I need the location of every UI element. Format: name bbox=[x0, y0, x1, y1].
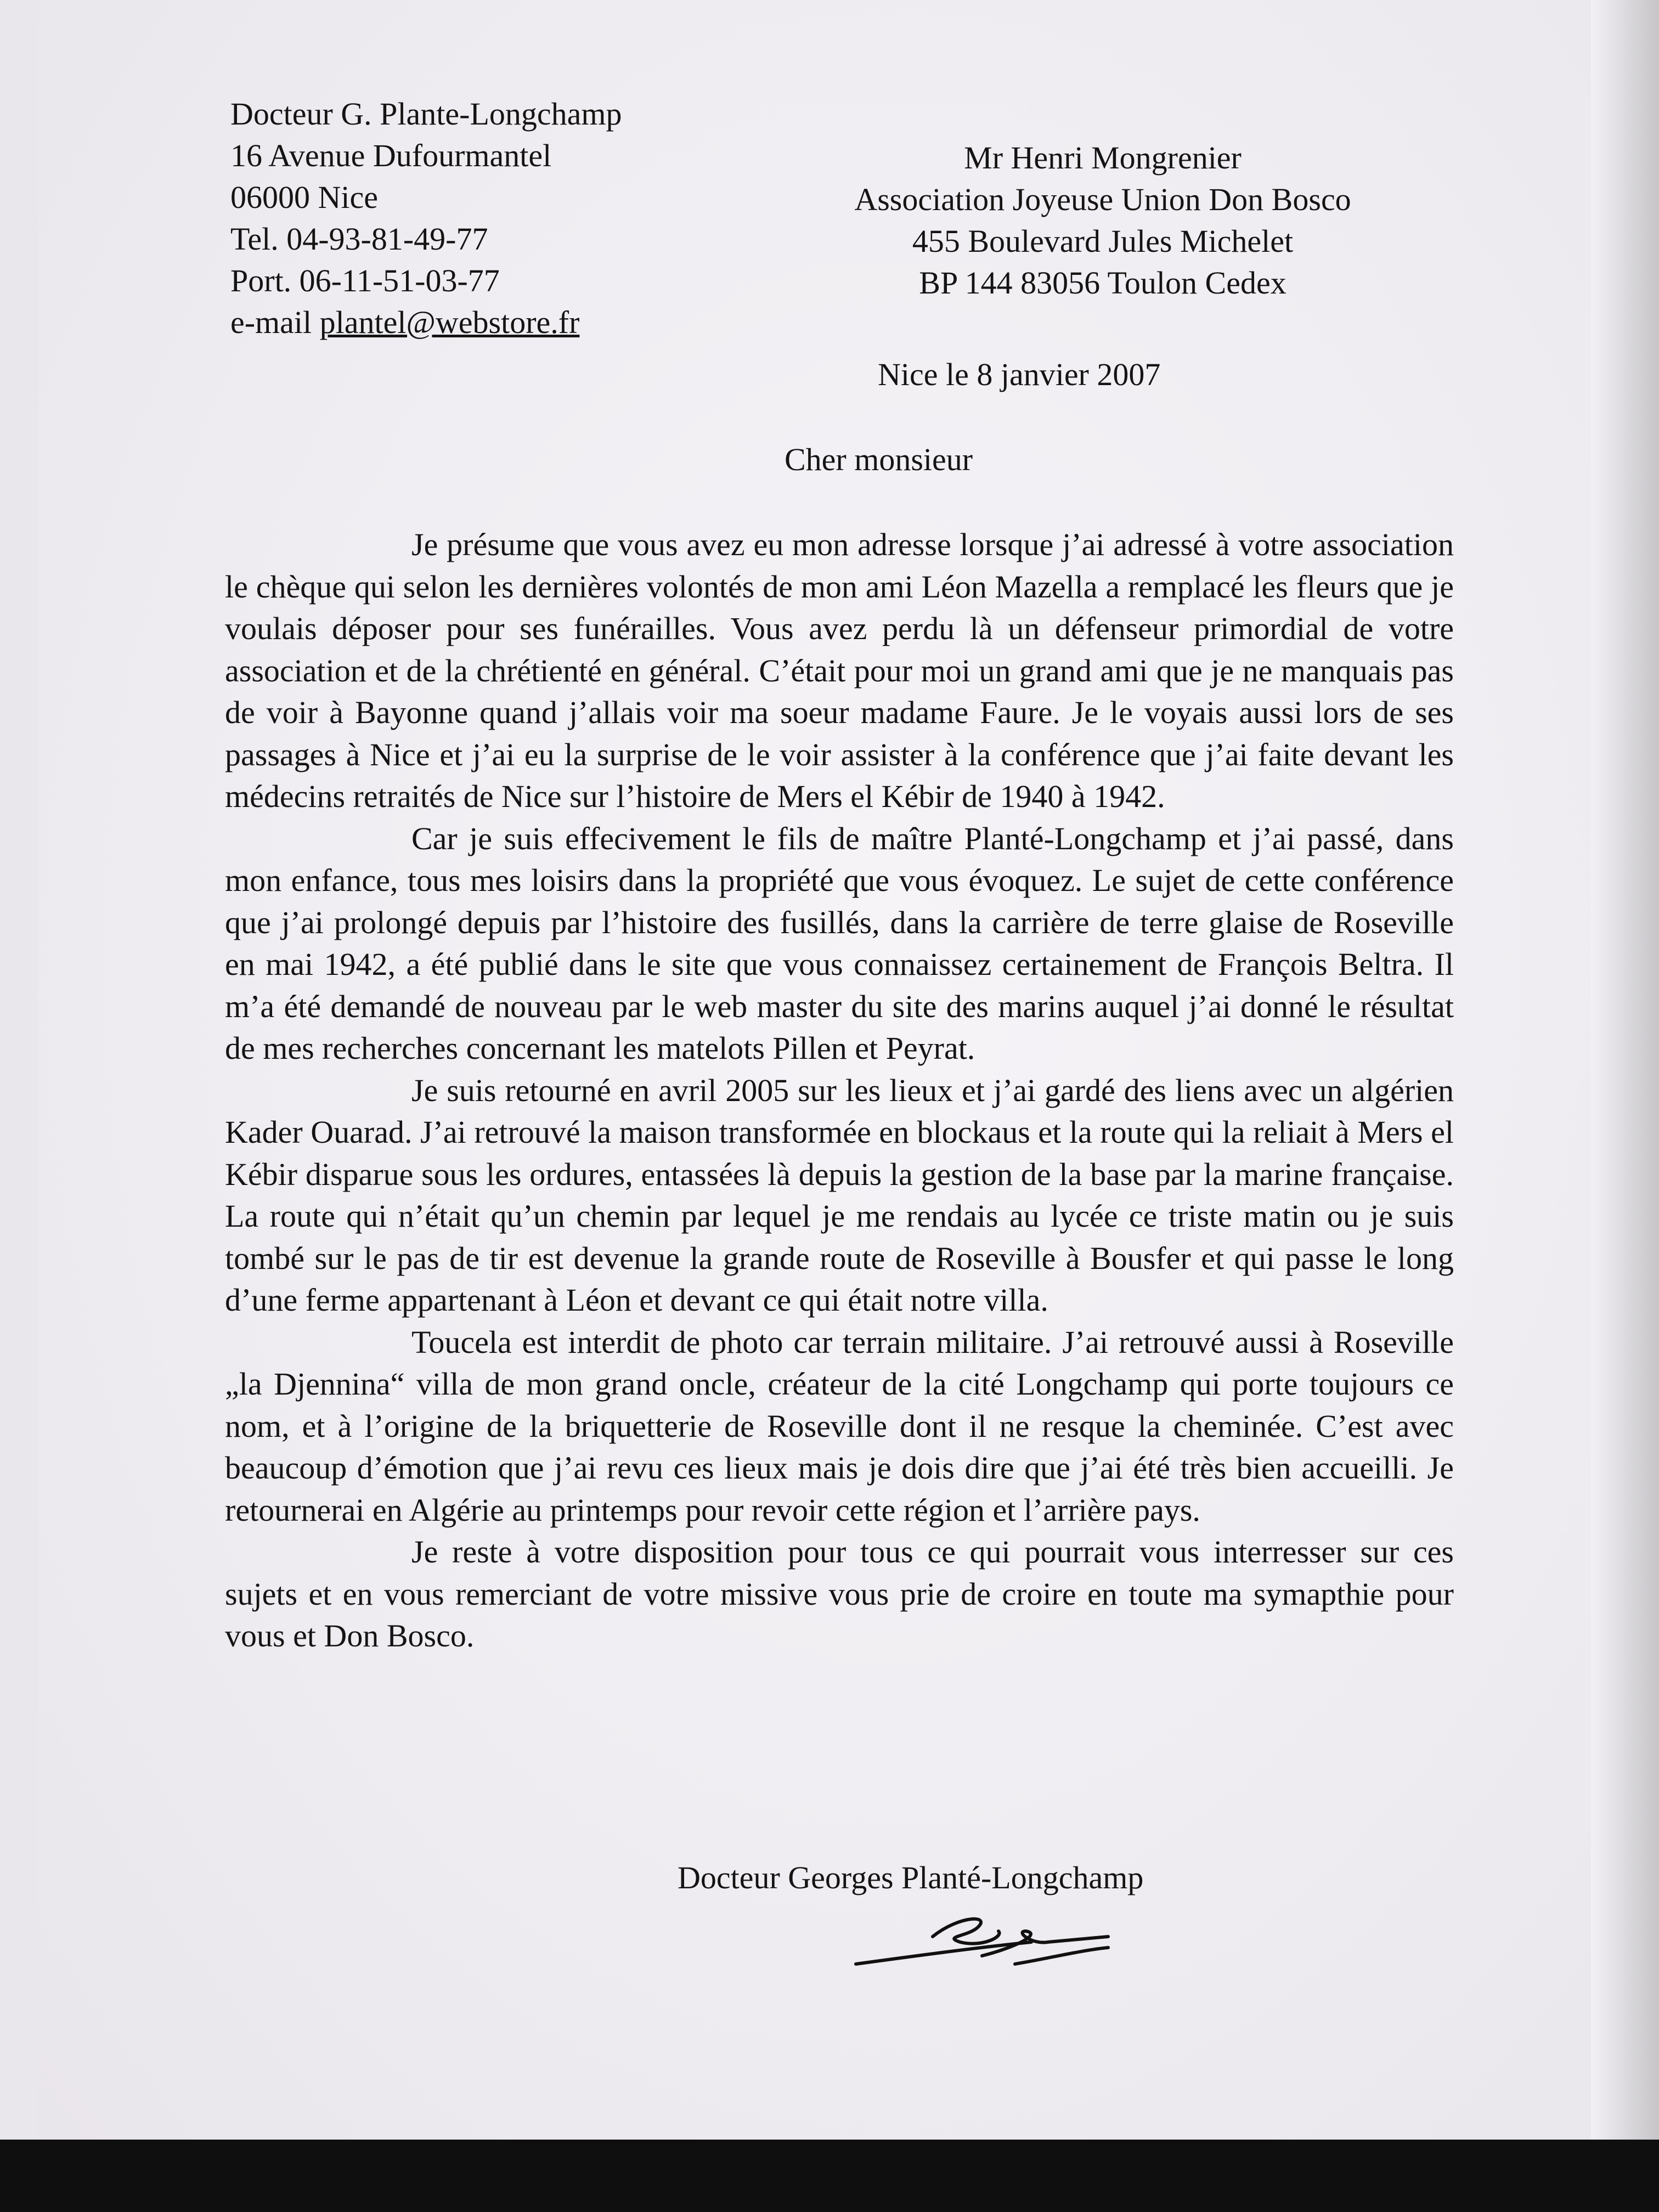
sender-city: 06000 Nice bbox=[230, 179, 378, 215]
sender-street: 16 Avenue Dufourmantel bbox=[230, 138, 552, 173]
handwritten-signature bbox=[850, 1904, 1125, 1975]
recipient-name: Mr Henri Mongrenier bbox=[964, 140, 1242, 176]
monitor-bezel bbox=[0, 2140, 1659, 2212]
letter-page bbox=[38, 0, 1591, 2140]
screen-right-shadow bbox=[1593, 0, 1659, 2140]
paragraph-4: Toucela est interdit de photo car terrain militaire. J’ai retrouvé aussi à Roseville „la Djennina“ villa de mon grand oncle, créateur de la cité Longchamp qui porte toujours ce nom, et à l’origine de la briquetterie de Roseville dont il ne resque la cheminée. C’est avec beaucoup d’émotion que j’ai revu ces lieux mais je dois dire que j’ai été très bien accueilli. Je retournerai en Algérie au printemps pour revoir cette région et l’arrière pays. bbox=[225, 1324, 1454, 1528]
paragraph-3: Je suis retourné en avril 2005 sur les lieux et j’ai gardé des liens avec un algérien Kader Ouarad. J’ai retrouvé la maison transformée en blockaus et la route qui la reliait à Mers el Kébir disparue sous les ordures, entassées là depuis la gestion de la base par la marine française. La route qui n’était qu’un chemin par lequel je me rendais au lycée ce triste matin ou je suis tombé sur le pas de tir est devenue la grande route de Roseville à Bousfer et qui passe le long d’une ferme appartenant à Léon et devant ce qui était notre villa. bbox=[225, 1072, 1454, 1318]
sender-email-prefix: e-mail bbox=[230, 304, 320, 340]
sender-email-link[interactable]: plantel@webstore.fr bbox=[319, 304, 580, 340]
sender-name: Docteur G. Plante-Longchamp bbox=[230, 96, 622, 132]
letter-date: Nice le 8 janvier 2007 bbox=[878, 357, 1161, 392]
sender-tel: Tel. 04-93-81-49-77 bbox=[230, 221, 488, 257]
recipient-street: 455 Boulevard Jules Michelet bbox=[912, 223, 1294, 259]
sender-block bbox=[230, 93, 622, 343]
sender-mobile: Port. 06-11-51-03-77 bbox=[230, 263, 500, 298]
signature-name: Docteur Georges Planté-Longchamp bbox=[678, 1860, 1144, 1895]
recipient-organization: Association Joyeuse Union Don Bosco bbox=[854, 182, 1351, 217]
recipient-postal: BP 144 83056 Toulon Cedex bbox=[919, 265, 1286, 301]
screen-left-edge bbox=[0, 0, 38, 2140]
sender-email-line bbox=[230, 302, 622, 343]
paragraph-5: Je reste à votre disposition pour tous ce qui pourrait vous interresser sur ces sujets et en vous remerciant de votre missive vous prie de croire en toute ma symapthie pour vous et Don Bosco. bbox=[225, 1534, 1454, 1654]
paragraph-2: Car je suis effecivement le fils de maître Planté-Longchamp et j’ai passé, dans mon enfance, tous mes loisirs dans la propriété que vous évoquez. Le sujet de cette conférence que j’ai prolongé depuis par l’histoire des fusillés, dans la carrière de terre glaise de Roseville en mai 1942, a été publié dans le site que vous connaissez certainement de François Beltra. Il m’a été demandé de nouveau par le web master du site des marins auquel j’ai donné le résultat de mes recherches concernant les matelots Pillen et Peyrat. bbox=[225, 820, 1454, 1066]
letter-body bbox=[225, 524, 1454, 1657]
recipient-block bbox=[790, 137, 1415, 304]
paragraph-1: Je présume que vous avez eu mon adresse lorsque j’ai adressé à votre association le chèque qui selon les dernières volontés de mon ami Léon Mazella a remplacé les fleurs que je voulais déposer pour ses funérailles. Vous avez perdu là un défenseur primordial de votre association et de la chrétienté en général. C’était pour moi un grand ami que je ne manquais pas de voir à Bayonne quand j’allais voir ma soeur madame Faure. Je le voyais aussi lors de ses passages à Nice et j’ai eu la surprise de le voir assister à la conférence que j’ai faite devant les médecins retraités de Nice sur l’histoire de Mers el Kébir de 1940 à 1942. bbox=[225, 527, 1454, 814]
salutation: Cher monsieur bbox=[785, 442, 973, 477]
